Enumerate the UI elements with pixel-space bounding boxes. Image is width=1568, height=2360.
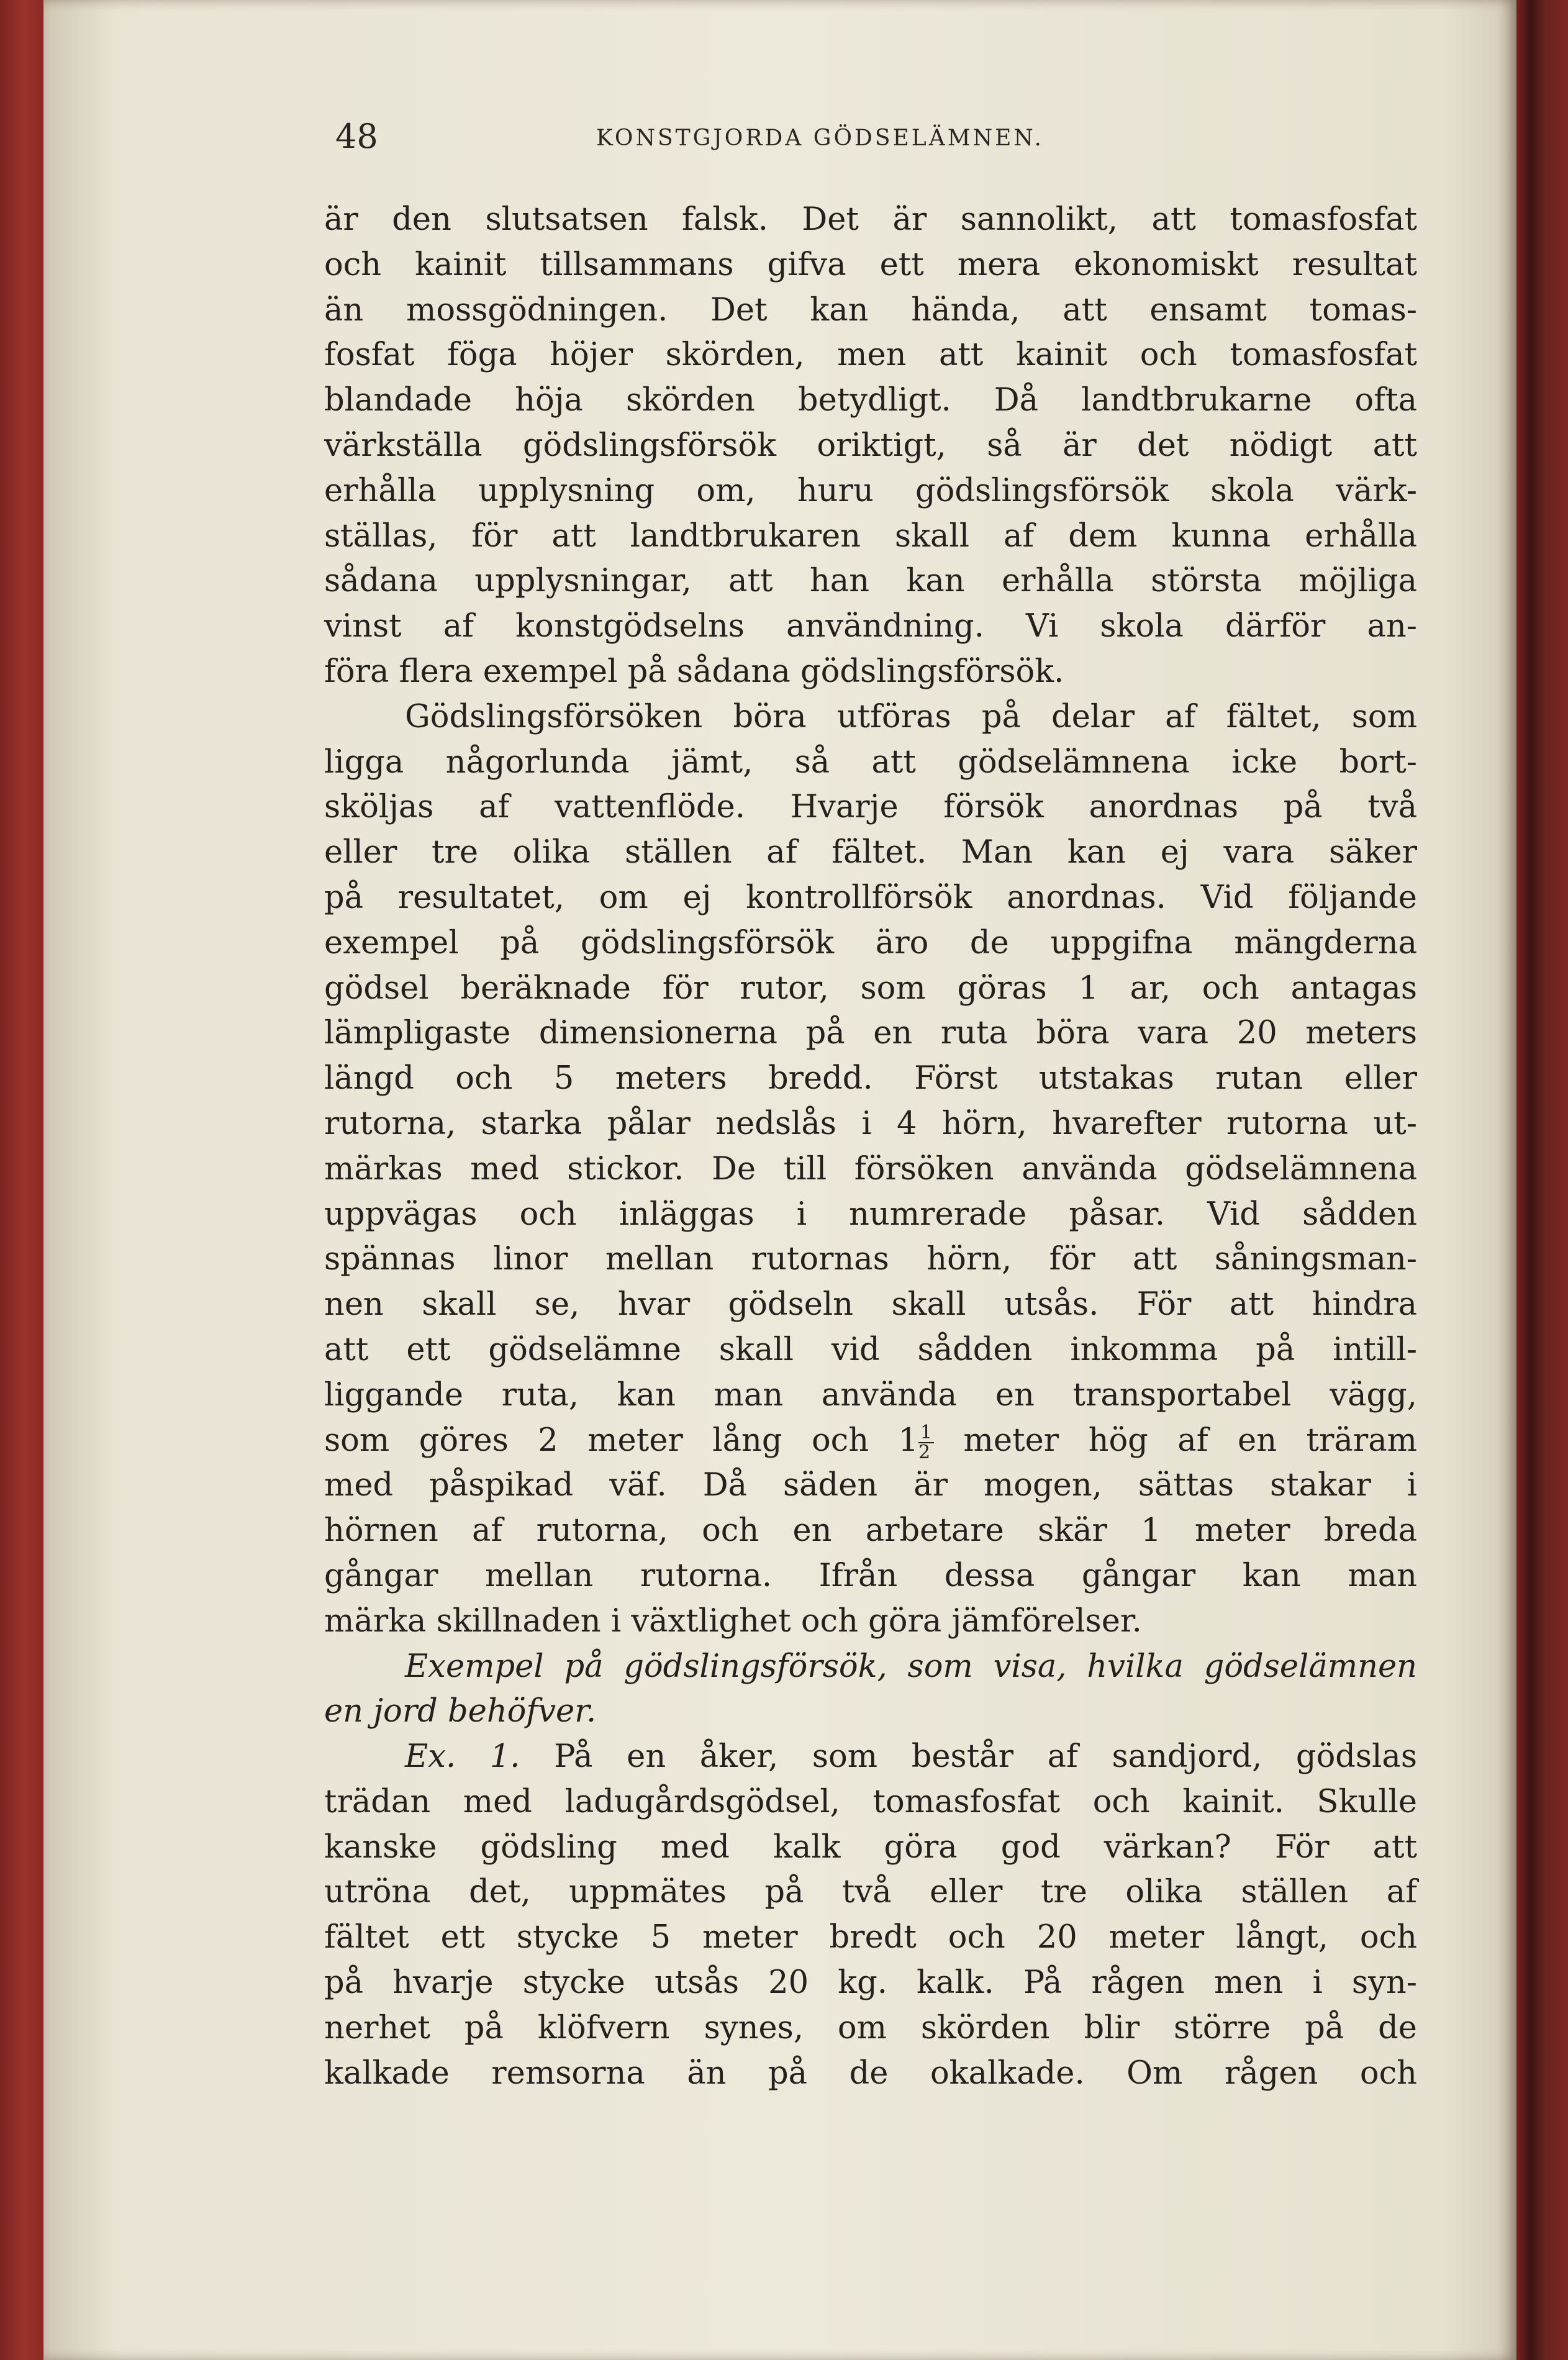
text-line	[324, 2051, 1417, 2097]
text-line-content: fosfat föga höjer skörden, men att kainit och tomasfosfat	[324, 337, 1417, 374]
text-line	[324, 876, 1417, 921]
text-line-content: sådana upplysningar, att han kan erhålla största möjliga	[324, 563, 1417, 600]
text-line	[324, 1645, 1417, 1690]
fraction-denominator: 2	[918, 1441, 931, 1463]
text-line	[324, 197, 1417, 243]
text-line-content: spännas linor mellan rutornas hörn, för att såningsman-	[324, 1241, 1417, 1278]
text-line-content: längd och 5 meters bredd. Först utstakas rutan eller	[324, 1060, 1417, 1097]
text-line	[324, 1102, 1417, 1147]
text-line-content: exempel på gödslingsförsök äro de uppgifna mängderna	[324, 924, 1417, 961]
text-line-content: att ett gödselämne skall vid sådden inkomma på intill-	[324, 1331, 1417, 1368]
text-line	[324, 1825, 1417, 1871]
text-line	[324, 1599, 1417, 1645]
text-line-content: trädan med ladugårdsgödsel, tomasfosfat och kainit. Skulle	[324, 1783, 1417, 1820]
text-line	[324, 921, 1417, 966]
text-line	[324, 695, 1417, 740]
running-title: KONSTGJORDA GÖDSELÄMNEN.	[596, 125, 1044, 151]
text-line-content: är den slutsatsen falsk. Det är sannolikt, att tomasfosfat	[324, 201, 1417, 238]
text-line-content: föra flera exempel på sådana gödslingsförsök.	[324, 653, 1064, 690]
text-line	[324, 243, 1417, 288]
text-line-content: gångar mellan rutorna. Ifrån dessa gångar kan man	[324, 1557, 1417, 1594]
text-line	[324, 1282, 1417, 1328]
text-line	[324, 1780, 1417, 1825]
text-line	[324, 1192, 1417, 1238]
text-line	[324, 740, 1417, 786]
text-line	[324, 378, 1417, 424]
text-line	[324, 333, 1417, 378]
text-line-content: på hvarje stycke utsås 20 kg. kalk. På rågen men i syn-	[324, 1964, 1417, 2002]
text-line-content: På en åker, som består af sandjord, gödslas	[520, 1738, 1417, 1776]
text-line	[324, 2006, 1417, 2051]
text-line-content: lämpligaste dimensionerna på en ruta böra vara 20 meters	[324, 1015, 1417, 1052]
text-line	[324, 1237, 1417, 1282]
fraction-numerator: 1	[918, 1423, 934, 1443]
text-line-content: Exempel på gödslingsförsök, som visa, hvilka gödselämnen	[405, 1648, 1417, 1685]
text-line	[324, 830, 1417, 876]
text-line	[324, 1735, 1417, 1780]
text-line	[324, 650, 1417, 695]
text-line-content: utröna det, uppmätes på två eller tre olika ställen af	[324, 1874, 1417, 1911]
text-line-content: kanske gödsling med kalk göra god värkan? För att	[324, 1828, 1417, 1866]
text-line-content: och kainit tillsammans gifva ett mera ekonomiskt resultat	[324, 246, 1417, 283]
text-line	[324, 1056, 1417, 1102]
text-line	[324, 1509, 1417, 1554]
text-line	[324, 1328, 1417, 1373]
example-label: Ex. 1.	[405, 1738, 520, 1776]
text-line	[324, 514, 1417, 560]
text-line-content: med påspikad väf. Då säden är mogen, sättas stakar i	[324, 1467, 1417, 1504]
text-line-content: gödsel beräknade för rutor, som göras 1 ar, och antagas	[324, 969, 1417, 1007]
text-line-content: ligga någorlunda jämt, så att gödselämnena icke bort-	[324, 743, 1417, 781]
text-line	[324, 1915, 1417, 1961]
text-line-content: eller tre olika ställen af fältet. Man kan ej vara säker	[324, 834, 1417, 871]
text-line	[324, 966, 1417, 1012]
text-line	[324, 1689, 1417, 1735]
text-line	[324, 1961, 1417, 2006]
text-line-content: nerhet på klöfvern synes, om skörden blir större på de	[324, 2009, 1417, 2046]
text-line-content: kalkade remsorna än på de okalkade. Om rågen och	[324, 2054, 1417, 2092]
fraction	[918, 1423, 934, 1462]
text-line-content: märka skillnaden i växtlighet och göra jämförelser.	[324, 1602, 1142, 1640]
text-line-content: som göres 2 meter lång och 1	[324, 1422, 918, 1459]
text-line-content: ställas, för att landtbrukaren skall af dem kunna erhålla	[324, 517, 1417, 555]
text-line-content: en jord behöfver.	[324, 1693, 597, 1730]
text-line-content: hörnen af rutorna, och en arbetare skär 1 meter breda	[324, 1512, 1417, 1550]
body-text	[324, 197, 1417, 2096]
text-line	[324, 1870, 1417, 1915]
text-line	[324, 1554, 1417, 1599]
text-line	[324, 1373, 1417, 1418]
text-line-content: än mossgödningen. Det kan hända, att ensamt tomas-	[324, 291, 1417, 329]
text-line-content: uppvägas och inläggas i numrerade påsar. Vid sådden	[324, 1196, 1417, 1233]
text-line-content: blandade höja skörden betydligt. Då landtbrukarne ofta	[324, 382, 1417, 419]
text-line	[324, 1418, 1417, 1464]
text-line-content: liggande ruta, kan man använda en transportabel vägg,	[324, 1376, 1417, 1414]
text-line-content: Gödslingsförsöken böra utföras på delar af fältet, som	[405, 698, 1417, 735]
text-line-content: fältet ett stycke 5 meter bredt och 20 meter långt, och	[324, 1919, 1417, 1956]
page-header	[335, 117, 1416, 166]
text-line	[324, 604, 1417, 650]
text-line-content: på resultatet, om ej kontrollförsök anordnas. Vid följande	[324, 879, 1417, 916]
text-line	[324, 1011, 1417, 1056]
text-line	[324, 1463, 1417, 1509]
text-line-content: märkas med stickor. De till försöken använda gödselämnena	[324, 1150, 1417, 1187]
text-line-content: rutorna, starka pålar nedslås i 4 hörn, hvarefter rutorna ut-	[324, 1105, 1417, 1142]
text-line-content: meter hög af en träram	[934, 1422, 1417, 1459]
text-line-content: sköljas af vattenflöde. Hvarje försök anordnas på två	[324, 789, 1417, 826]
page-number: 48	[335, 117, 378, 156]
text-line	[324, 288, 1417, 334]
text-line	[324, 1147, 1417, 1192]
text-line-content: erhålla upplysning om, huru gödslingsförsök skola värk-	[324, 472, 1417, 509]
text-line-content: vinst af konstgödselns användning. Vi skola därför an-	[324, 608, 1417, 645]
text-line	[324, 559, 1417, 604]
text-line	[324, 469, 1417, 514]
text-line-content: nen skall se, hvar gödseln skall utsås. För att hindra	[324, 1286, 1417, 1323]
text-line	[324, 785, 1417, 830]
text-line-content: värkställa gödslingsförsök oriktigt, så är det nödigt att	[324, 427, 1417, 464]
text-line	[324, 424, 1417, 469]
